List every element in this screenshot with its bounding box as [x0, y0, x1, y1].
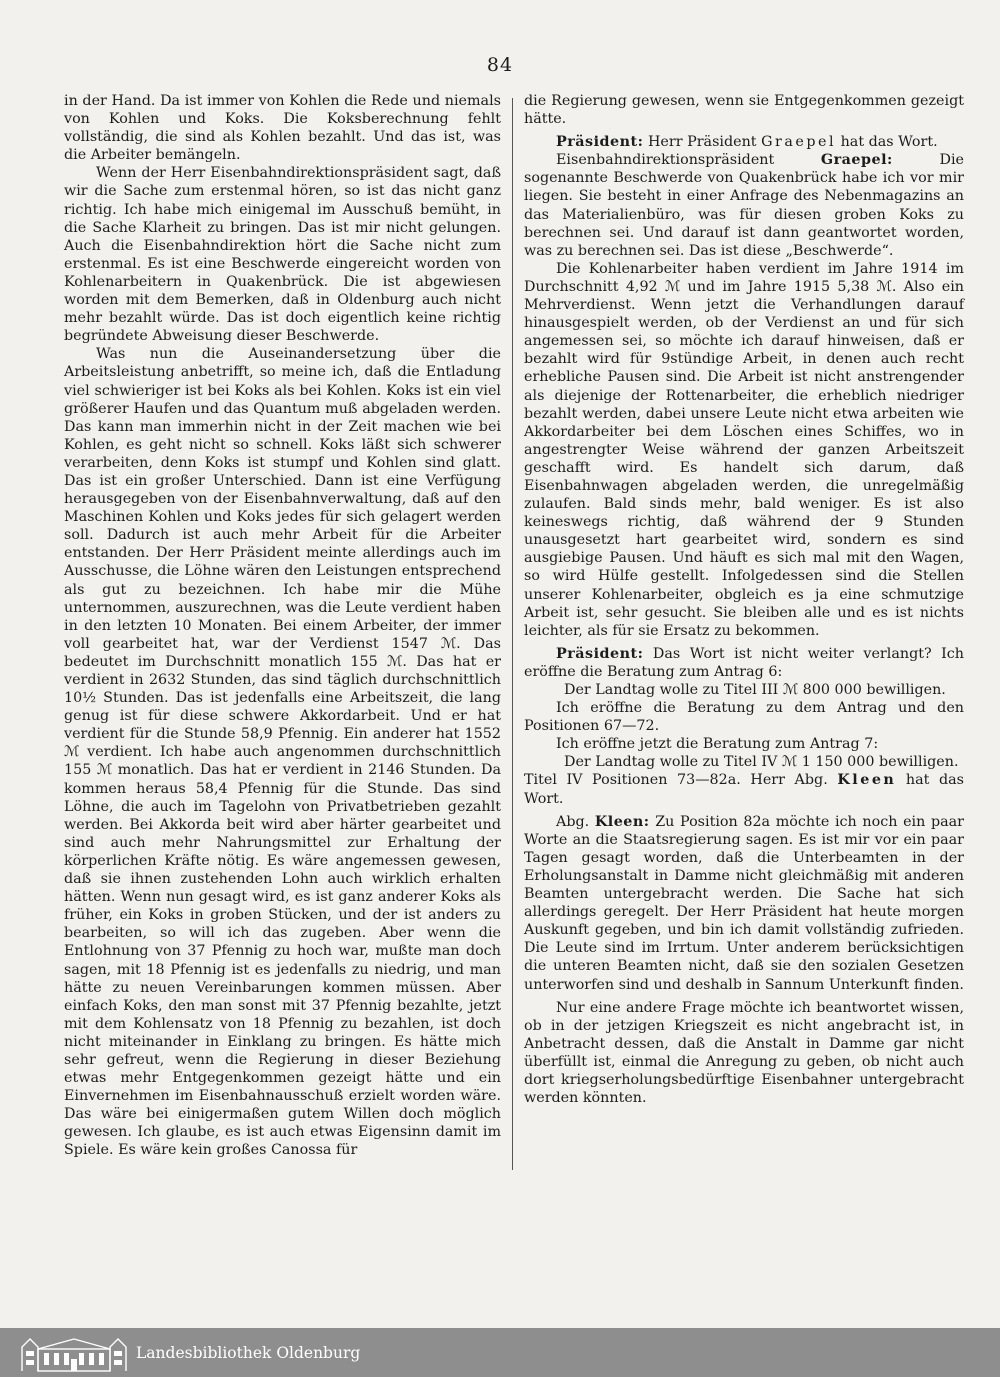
paragraph-text: Herr Präsident: [647, 134, 757, 151]
motion-quote: Der Landtag wolle zu Titel III ℳ 800 000 bewilligen.: [564, 682, 946, 698]
paragraph-text: Das Wort ist nicht weiter verlangt? Ich eröffne die Beratung zum Antrag 6:: [524, 645, 965, 680]
paragraph-text: hat das Wort.: [840, 134, 938, 151]
paragraph: Nur eine andere Frage möchte ich beantwortet wissen, ob in der jetzigen Kriegszeit es nicht angebracht ist, in Anbetracht dessen, daß die Anstalt in Damme gar nicht überfüllt ist, einmal die Anregung zu geben, ob nicht auch dort kriegserholungsbedürftige Eisenbahner untergebracht werden könnten.: [524, 999, 964, 1107]
paragraph: in der Hand. Da ist immer von Kohlen die Rede und niemals von Kohlen und Koks. Die Koksberechnung fehlt vollständig, die sind als Kohlen bezahlt. Und das ist, was die Arbeiter bemängeln.: [64, 93, 501, 164]
right-column: [524, 92, 964, 1107]
speaker-title: Eisenbahndirektionspräsident: [556, 152, 775, 169]
left-column: [64, 92, 501, 1160]
paragraph-text: Zu Position 82a möchte ich noch ein paar Worte an die Staatsregierung sagen. Es ist mir vor ein paar Tagen gesagt worden, daß die Unterbeamten in der Erholungsanstalt in Damme nicht gleichmäßig mit anderen Beamten untergebracht werden. Die Sache hat sich allerdings geregelt. Der Herr Präsident hat heute morgen Auskunft gegeben, und bin ich damit vollständig zufrieden. Die Leute sind im Irrtum. Unter anderem berücksichtigen die unteren Beamten nicht, daß sie den sozialen Gesetzen unterworfen sind und deshalb in Sannum Unterkunft finden.: [524, 813, 965, 993]
footer-bar: [0, 1328, 1000, 1377]
speaker-paragraph: [524, 813, 964, 994]
paragraph-text: Die sogenannte Beschwerde von Quakenbrück habe ich vor mir liegen. Sie besteht in einer Anfrage des Nebenmagazins an das Materialienbüro, was für diesen groben Koks zu berechnen sei. Und darauf ist dann geantwortet worden, was zu berechnen sei. Das ist diese „Beschwerde“.: [524, 152, 964, 259]
speaker-name: Graepel: [761, 134, 837, 151]
paragraph: Was nun die Auseinandersetzung über die Arbeitsleistung anbetrifft, so meine ich, daß die Entladung viel schwieriger ist bei Koks als bei Kohlen. Koks ist ein viel größerer Haufen und das Quantum muß abgeladen werden. Das kann man immerhin nicht in der Zeit machen wie bei Kohlen, es geht nicht so schnell. Koks läßt sich schwerer verarbeiten, denn Koks ist stumpf und Kohlen sind glatt. Das ist ein großer Unterschied. Dann ist eine Verfügung herausgegeben von der Eisenbahnverwaltung, daß auf den Maschinen Kohlen und Koks jedes für sich gelagert werden soll. Dadurch ist auch mehr Arbeit für die Arbeiter entstanden. Der Herr Präsident meinte allerdings auch im Ausschusse, die Löhne wären den Leistungen entsprechend als gut zu bezeichnen. Ich habe mir die Mühe unternommen, auszurechnen, was die Leute verdient haben in den letzten 10 Monaten. Bei einem Arbeiter, der immer voll gearbeitet hat, war der Verdienst 1547 ℳ. Das bedeutet im Durchschnitt monatlich 155 ℳ. Das hat er verdient in 2632 Stunden, das sind täglich durchschnittlich 10½ Stunden. Das ist jedenfalls eine Arbeitszeit, die lang genug ist für diese schwere Akkordarbeit. Und er hat verdient für die Stunde 58,9 Pfennig. Ein anderer hat 1552 ℳ verdient. Ich habe auch angenommen durchschnittlich 155 ℳ monatlich. Das hat er verdient in 2146 Stunden. Da kommen heraus 58,4 Pfennig für die Stunde. Das sind Löhne, die auch im Tagelohn von Privatbetrieben gezahlt werden. Bei Akkorda beit wird aber härter gearbeitet und sind auch mehr Nahrungsmittel zur Erhaltung der körperlichen Kräfte nötig. Es wäre angemessen gewesen, daß sie ihnen zustehenden Lohn auch wirklich erhalten hätten. Wenn nun gesagt wird, es ist ganz anderer Koks als früher, ein Koks in groben Stücken, und der ist anders zu bearbeiten, so will ich das zugeben. Aber wenn die Entlohnung von 37 Pfennig zu hoch war, mußte man doch sagen, mit 18 Pfennig ist es jedenfalls zu niedrig, und man hätte zu neuen Vereinbarungen kommen müssen. Aber einfach Koks, den man sonst mit 37 Pfennig bezahlte, jetzt mit dem Kohlensatz von 18 Pfennig zu bezahlen, ist doch nicht miteinander in Einklang zu bringen. Es hätte mich sehr gefreut, wenn die Regierung in dieser Beziehung etwas mehr Entgegenkommen gezeigt hätte und ein Einvernehmen im Eisenbahnausschuß erzielt worden wäre. Das wäre bei einigermaßen gutem Willen doch möglich gewesen. Ich glaube, es ist auch etwas Eigensinn damit im Spiele. Es wäre kein großes Canossa für: [64, 346, 501, 1159]
speaker-paragraph: [524, 151, 964, 260]
paragraph: Die Kohlenarbeiter haben verdient im Jahre 1914 im Durchschnitt 4,92 ℳ und im Jahre 1915 5,38 ℳ. Also ein Mehrverdienst. Wenn jetzt die Verhandlungen darauf hinausgespielt werden, ob der Verdienst an und für sich angemessen sei, so möchte ich darauf hinweisen, daß er bezahlt wird für 9stündige Arbeit, in denen auch recht erhebliche Pausen sind. Die Arbeit ist nicht anstrengender als diejenige der Rottenarbeiter, die erheblich niedriger bezahlt werden, dabei unsere Leute nicht etwa arbeiten wie Akkordarbeiter bei dem Löschen eines Schiffes, wo in angestrengter Weise während der ganzen Arbeitszeit geschafft wird. Es handelt sich darum, daß Eisenbahnwagen abgeladen werden, die unregelmäßig zulaufen. Bald sinds mehr, bald weniger. Es ist also keineswegs richtig, daß während der 9 Stunden unausgesetzt hart gearbeitet wird, sondern es sind ausgiebige Pausen. Und häuft es sich mal mit den Wagen, so wird Hülfe gestellt. Infolgedessen sind die Stellen unserer Kohlenarbeiter, obgleich es ja eine schmutzige Arbeit ist, sehr gesucht. Sie bleiben alle und es ist nichts leichter, als für sie Ersatz zu bekommen.: [524, 260, 964, 639]
speaker-paragraph: [524, 133, 964, 151]
paragraph: Wenn der Herr Eisenbahndirektionspräsident sagt, daß wir die Sache zum erstenmal hören, so ist das nicht ganz richtig. Ich habe mich einigemal im Ausschuß bemüht, in die Sache Klarheit zu bringen. Das ist mir nicht gelungen. Auch die Eisenbahndirektion hört die Sache nicht zum erstenmal. Es ist eine Beschwerde eingereicht worden von Kohlenarbeitern in Quakenbrück. Die ist abgewiesen worden mit dem Bemerken, daß in Oldenburg auch nicht mehr bezahlt würde. Das ist doch eigentlich keine richtig begründete Abweisung dieser Beschwerde.: [64, 165, 501, 345]
speaker-label: Präsident:: [556, 645, 644, 662]
paragraph: die Regierung gewesen, wenn sie Entgegenkommen gezeigt hätte.: [524, 93, 964, 128]
speaker-paragraph: [524, 645, 964, 681]
speaker-label: Präsident:: [556, 134, 644, 151]
library-name: Landesbibliothek Oldenburg: [136, 1343, 361, 1362]
paragraph: Ich eröffne die Beratung zu dem Antrag und den Positionen 67—72.: [524, 700, 964, 735]
motion-quote: Der Landtag wolle zu Titel IV ℳ 1 150 000 bewilligen.: [564, 754, 959, 771]
library-building-icon: [20, 1333, 128, 1373]
paragraph-text: Titel IV Positionen 73—82a. Herr Abg.: [524, 772, 828, 789]
paragraph: [524, 771, 964, 807]
paragraph: Ich eröffne jetzt die Beratung zum Antrag 7:: [556, 736, 879, 753]
column-divider: [512, 98, 513, 1170]
paragraph-text: hat das Wort.: [524, 772, 965, 807]
page-number: 84: [486, 54, 514, 76]
speaker-label: Graepel:: [820, 152, 893, 169]
speaker-title: Abg.: [556, 813, 590, 830]
speaker-label: Kleen:: [594, 813, 650, 830]
speaker-name: Kleen: [837, 772, 897, 789]
